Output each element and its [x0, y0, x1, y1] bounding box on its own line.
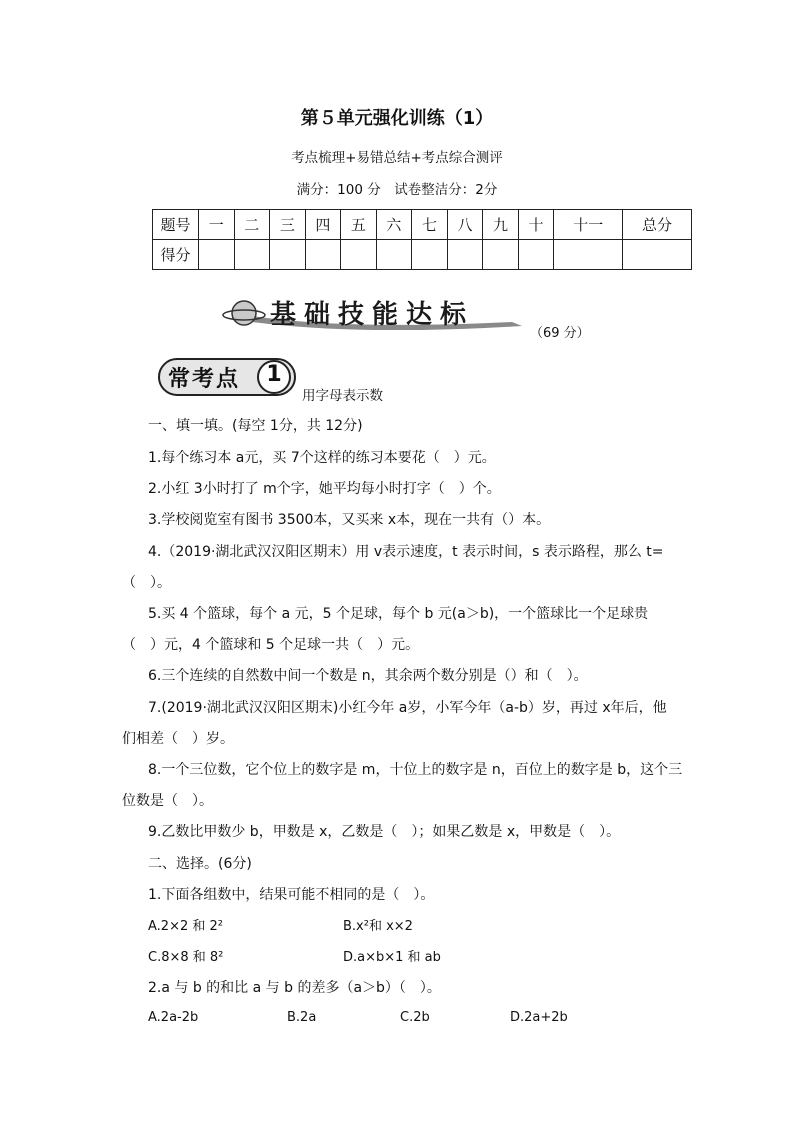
- question-1-5-line2: （ ）元，4 个篮球和 5 个足球一共（ ）元。: [122, 637, 420, 653]
- score-table-cell: 八: [447, 210, 483, 240]
- topic-badge-number: 1: [266, 362, 282, 387]
- score-input-cell[interactable]: [554, 240, 623, 270]
- score-info: 满分：100 分 试卷整洁分：2分: [296, 182, 498, 198]
- page-subtitle: 考点梳理+易错总结+考点综合测评: [291, 150, 503, 166]
- question-1-6: 6.三个连续的自然数中间一个数是 n，其余两个数分别是（）和（ ）。: [148, 668, 588, 684]
- option-b[interactable]: B.2a: [287, 1010, 317, 1025]
- option-c[interactable]: C.2b: [400, 1010, 430, 1025]
- option-d[interactable]: D.2a+2b: [510, 1010, 568, 1025]
- score-table-cell: 得分: [153, 240, 199, 270]
- topic-caption: 用字母表示数: [302, 388, 383, 404]
- score-input-cell[interactable]: [447, 240, 483, 270]
- question-1-4-line1: 4.（2019·湖北武汉汉阳区期末）用 v表示速度，t 表示时间，s 表示路程，那么 t=: [148, 544, 664, 560]
- part1-heading: 一、填一填。(每空 1分，共 12分): [148, 418, 363, 434]
- score-table-cell: 十: [518, 210, 554, 240]
- option-d[interactable]: D.a×b×1 和 ab: [343, 950, 441, 965]
- question-1-4-line2: （ ）。: [122, 575, 171, 591]
- score-table-score-row: [153, 240, 692, 270]
- score-table-cell: 五: [341, 210, 377, 240]
- score-input-cell[interactable]: [376, 240, 412, 270]
- section-banner-title: 基础技能达标: [270, 300, 475, 330]
- score-table-cell: 七: [412, 210, 448, 240]
- question-1-5-line1: 5.买 4 个篮球，每个 a 元，5 个足球，每个 b 元(a＞b)，一个篮球比一个足球贵: [148, 606, 649, 622]
- score-table-cell: 九: [483, 210, 519, 240]
- score-table-header-row: [153, 210, 692, 240]
- question-1-7-line2: 们相差（ ）岁。: [122, 731, 234, 747]
- question-2-1: 1.下面各组数中，结果可能不相同的是（ ）。: [148, 887, 435, 903]
- score-table-cell: 总分: [623, 210, 692, 240]
- option-a[interactable]: A.2a-2b: [148, 1010, 199, 1025]
- score-table-cell: 四: [305, 210, 341, 240]
- part2-heading: 二、选择。(6分): [148, 856, 252, 872]
- score-input-cell[interactable]: [305, 240, 341, 270]
- score-table-cell: 题号: [153, 210, 199, 240]
- score-input-cell[interactable]: [199, 240, 235, 270]
- score-table-cell: 二: [234, 210, 270, 240]
- score-table-cell: 一: [199, 210, 235, 240]
- score-input-cell[interactable]: [518, 240, 554, 270]
- question-2-2: 2.a 与 b 的和比 a 与 b 的差多（a＞b）（ ）。: [148, 980, 441, 996]
- question-1-7-line1: 7.(2019·湖北武汉汉阳区期末)小红今年 a岁，小军今年（a-b）岁，再过 x年后，他: [148, 700, 667, 716]
- question-1-9: 9.乙数比甲数少 b，甲数是 x，乙数是（ ）；如果乙数是 x，甲数是（ ）。: [148, 824, 621, 840]
- score-table-cell: 六: [376, 210, 412, 240]
- score-input-cell[interactable]: [623, 240, 692, 270]
- question-1-2: 2.小红 3小时打了 m个字，她平均每小时打字（ ）个。: [148, 481, 501, 497]
- question-1-3: 3.学校阅览室有图书 3500本，又买来 x本，现在一共有（）本。: [148, 512, 551, 528]
- score-input-cell[interactable]: [270, 240, 306, 270]
- score-table-cell: 十一: [554, 210, 623, 240]
- score-input-cell[interactable]: [341, 240, 377, 270]
- question-1-1: 1.每个练习本 a元，买 7个这样的练习本要花（ ）元。: [148, 450, 496, 466]
- option-a[interactable]: A.2×2 和 2²: [148, 919, 223, 934]
- topic-badge-label: 常考点: [168, 367, 241, 392]
- score-table: [152, 209, 692, 270]
- score-table-cell: 三: [270, 210, 306, 240]
- question-1-8-line2: 位数是（ ）。: [122, 793, 213, 809]
- option-c[interactable]: C.8×8 和 8²: [148, 950, 224, 965]
- page-title: 第５单元强化训练（1）: [300, 108, 494, 129]
- score-input-cell[interactable]: [412, 240, 448, 270]
- score-input-cell[interactable]: [483, 240, 519, 270]
- option-b[interactable]: B.x²和 x×2: [343, 919, 413, 934]
- score-input-cell[interactable]: [234, 240, 270, 270]
- question-1-8-line1: 8.一个三位数，它个位上的数字是 m，十位上的数字是 n，百位上的数字是 b，这个三: [148, 762, 683, 778]
- section-banner-score: （69 分）: [530, 326, 590, 341]
